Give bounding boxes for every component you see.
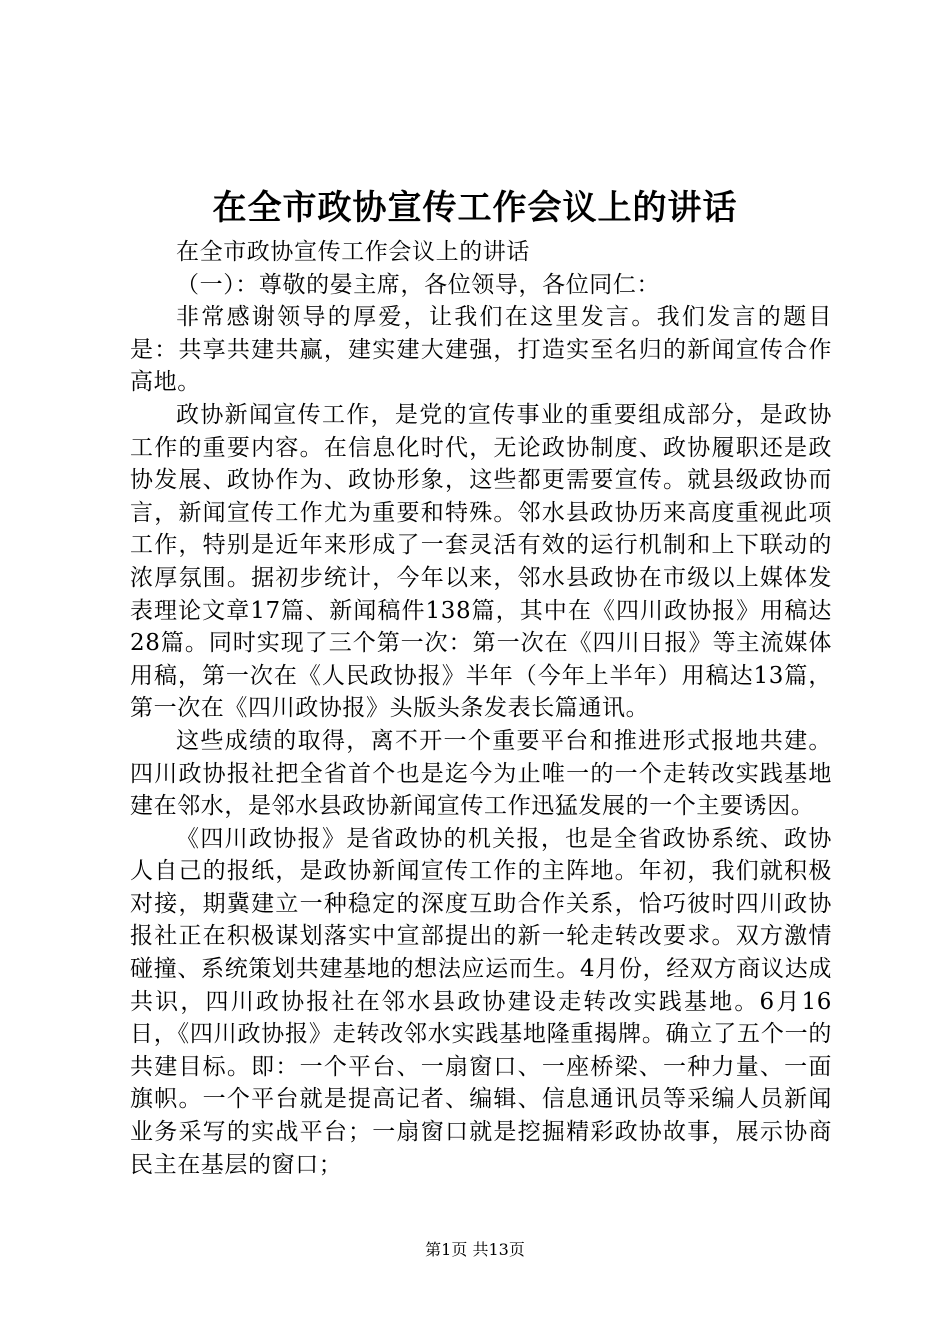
total-prefix: 共 (472, 1240, 489, 1259)
paragraph-subtitle: 在全市政协宣传工作会议上的讲话 (176, 239, 530, 265)
paragraph: 政协新闻宣传工作，是党的宣传事业的重要组成部分，是政协工作的重要内容。在信息化时代，无论政协制度、政协履职还是政协发展、政协作为、政协形象，这些都更需要宣传。就县级政协而言，新闻宣传工作尤为重要和特殊。邻水县政协历来高度重视此项工作，特别是近年来形成了一套灵活有效的运行机制和上下联动的浓厚氛围。据初步统计，今年以来，邻水县政协在市级以上媒体发表理论文章17篇、新闻稿件138篇，其中在《四川政协报》用稿达28篇。同时实现了三个第一次：第一次在《四川日报》等主流媒体用稿，第一次在《人民政协报》半年（今年上半年）用稿达13篇，第一次在《四川政协报》头版头条发表长篇通讯。 (130, 401, 832, 722)
document-body (130, 236, 832, 1181)
total-pages: 13 (488, 1240, 509, 1259)
paragraph-salutation: （一）：尊敬的晏主席，各位领导，各位同仁： (176, 271, 661, 298)
page-suffix: 页 (451, 1240, 468, 1259)
page-number: 1 (441, 1240, 452, 1259)
total-suffix: 页 (508, 1240, 525, 1259)
document-title: 在全市政协宣传工作会议上的讲话 (212, 188, 738, 228)
paragraph: 非常感谢领导的厚爱，让我们在这里发言。我们发言的题目是：共享共建共赢，建实建大建强，打造实至名归的新闻宣传合作高地。 (130, 304, 832, 396)
paragraph: 《四川政协报》是省政协的机关报，也是全省政协系统、政协人自己的报纸，是政协新闻宣传工作的主阵地。年初，我们就积极对接，期冀建立一种稳定的深度互助合作关系，恰巧彼时四川政协报社正在积极谋划落实中宣部提出的新一轮走转改要求。双方激情碰撞、系统策划共建基地的想法应运而生。4月份，经双方商议达成共识，四川政协报社在邻水县政协建设走转改实践基地。6月16日，《四川政协报》走转改邻水实践基地隆重揭牌。确立了五个一的共建目标。即：一个平台、一扇窗口、一座桥梁、一种力量、一面旗帜。一个平台就是提高记者、编辑、信息通讯员等采编人员新闻业务采写的实战平台；一扇窗口就是挖掘精彩政协故事，展示协商民主在基层的窗口； (130, 825, 832, 1178)
page-footer (0, 1240, 950, 1260)
page-prefix: 第 (425, 1240, 442, 1259)
paragraph: 这些成绩的取得，离不开一个重要平台和推进形式报地共建。四川政协报社把全省首个也是迄今为止唯一的一个走转改实践基地建在邻水，是邻水县政协新闻宣传工作迅猛发展的一个主要诱因。 (130, 727, 832, 820)
